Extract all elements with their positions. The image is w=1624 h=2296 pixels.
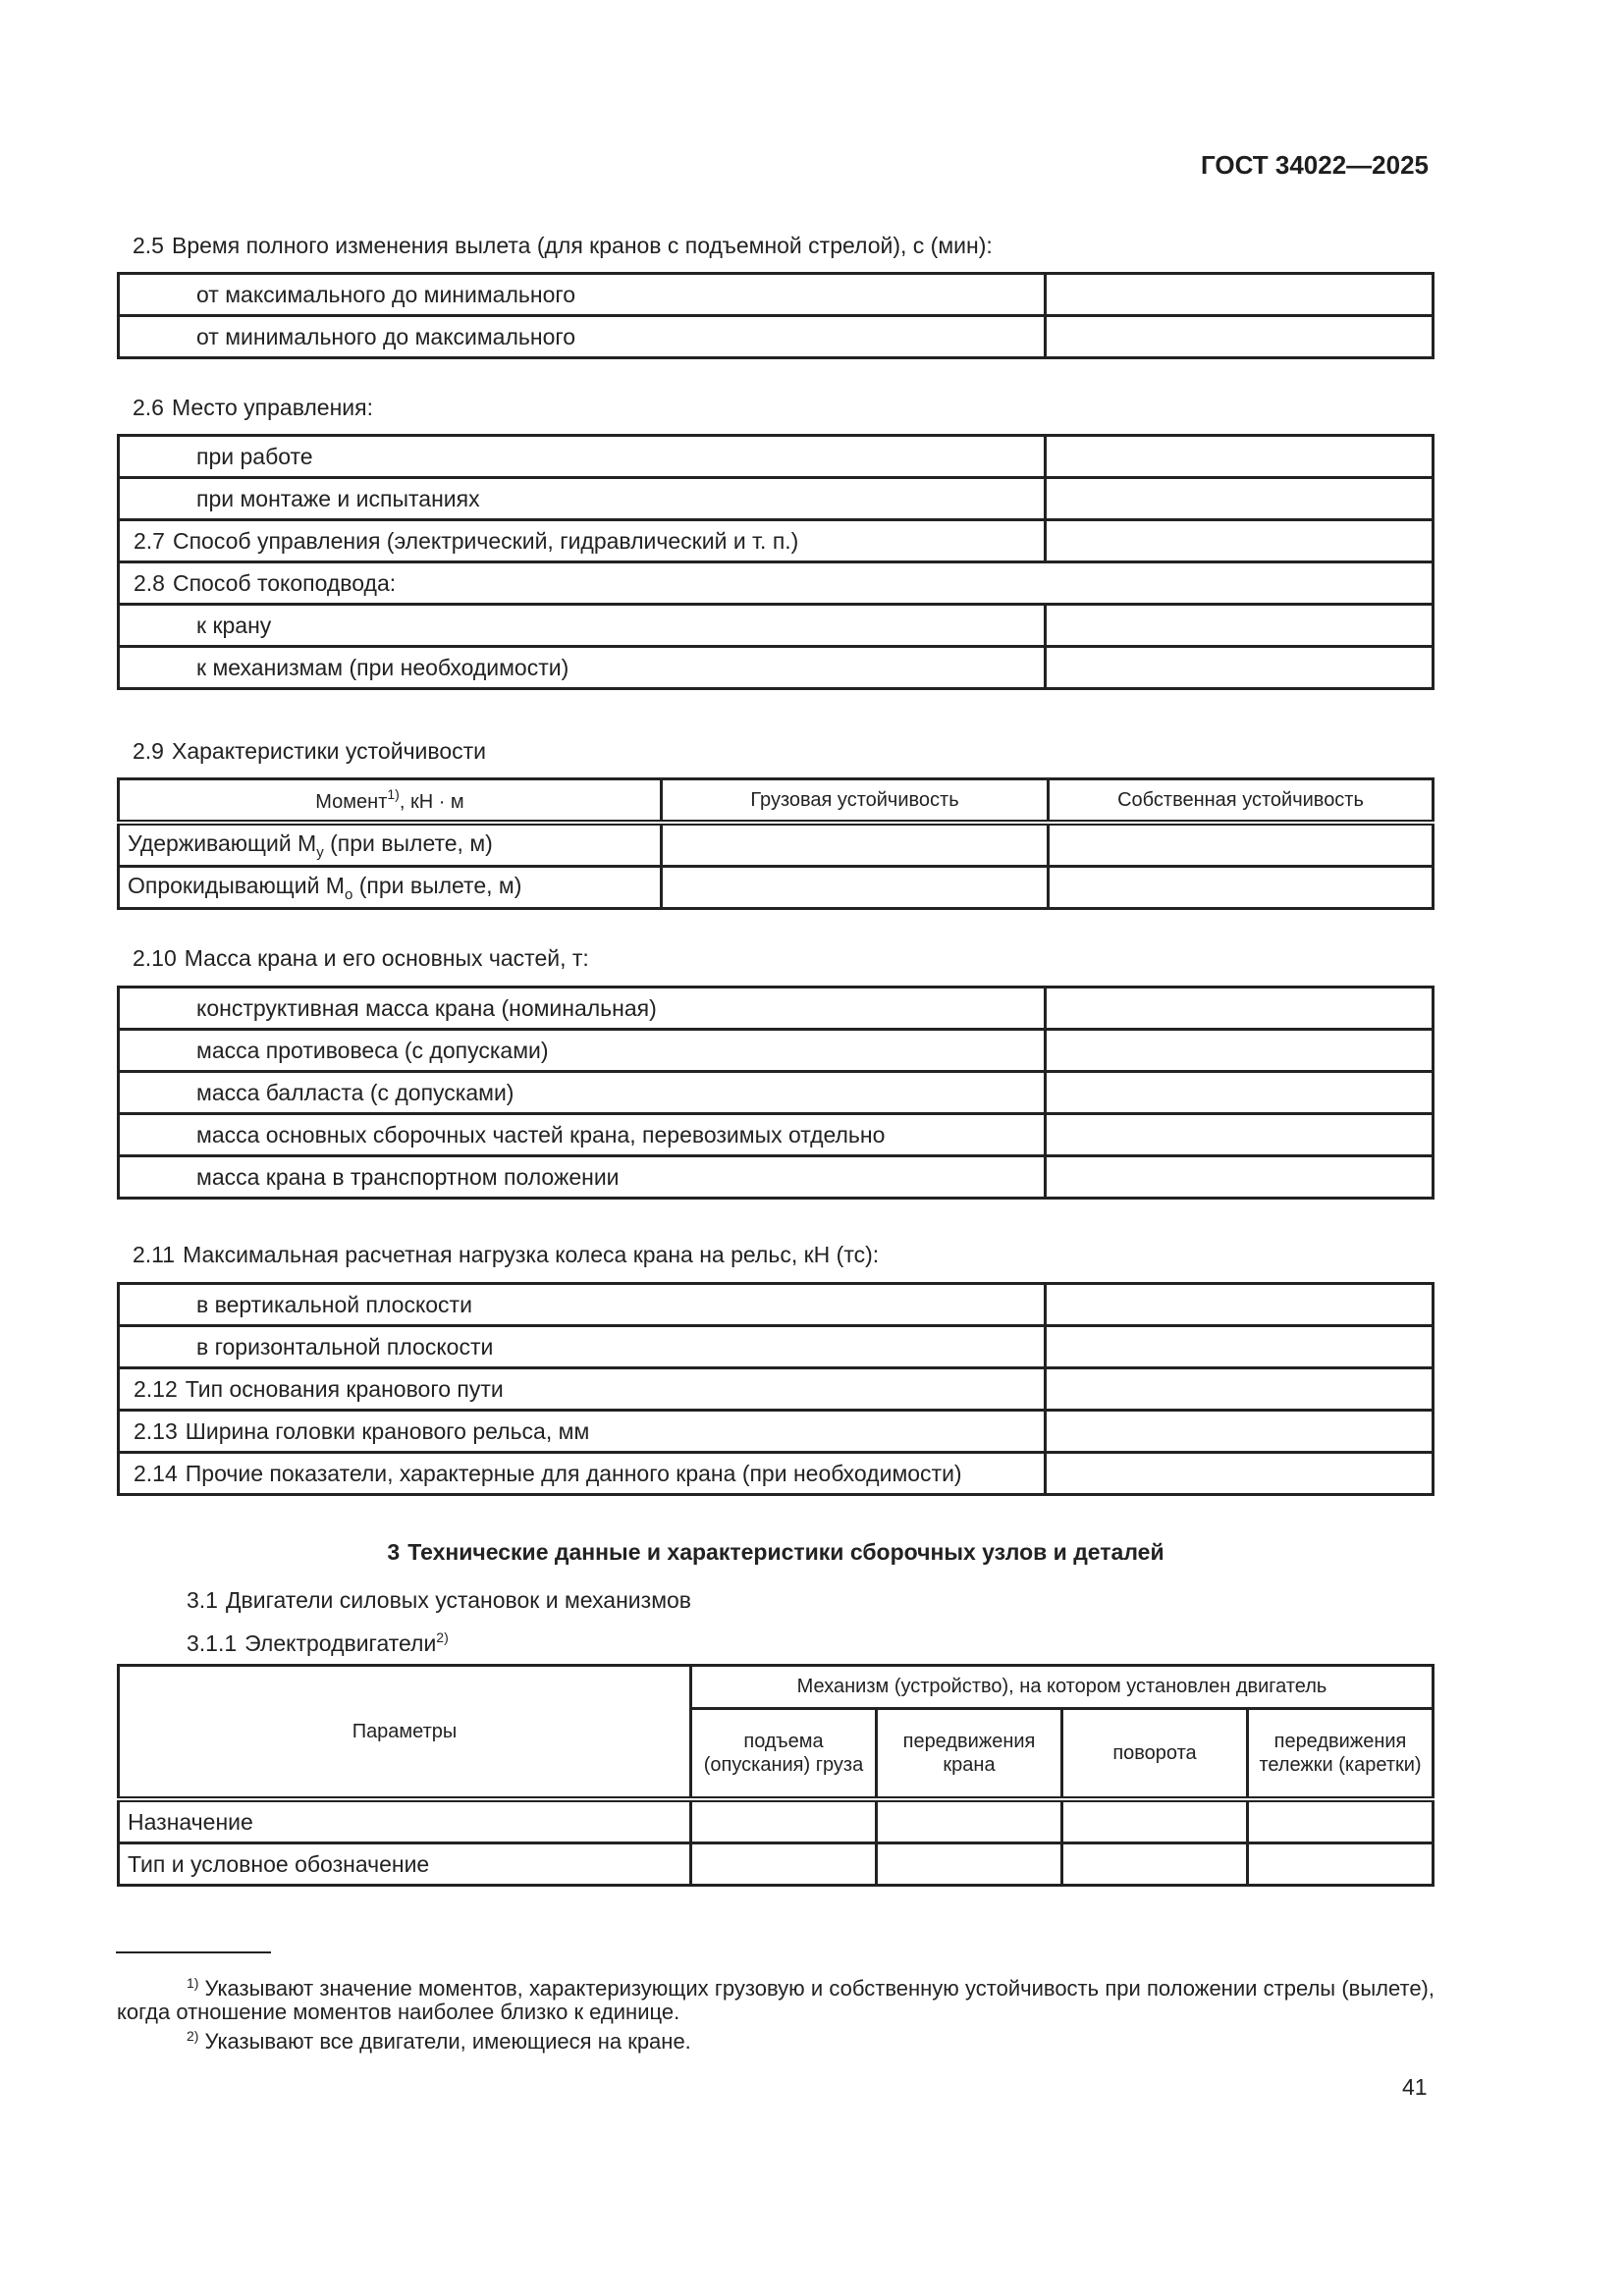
row-label-suffix: (при вылете, м): [352, 872, 522, 898]
document-code: ГОСТ 34022—2025: [1201, 150, 1429, 180]
table-row: [119, 605, 1434, 647]
table-row: [119, 274, 1434, 316]
value-cell[interactable]: [1046, 1156, 1434, 1199]
value-cell[interactable]: [1046, 436, 1434, 478]
page-number: 41: [1402, 2074, 1428, 2100]
subscript: у: [316, 843, 324, 861]
row-label-text: Способ управления (электрический, гидравлический и т. п.): [172, 527, 799, 554]
value-cell[interactable]: [1046, 1030, 1434, 1072]
table-row: [119, 478, 1434, 520]
row-label: масса основных сборочных частей крана, перевозимых отдельно: [119, 1114, 1046, 1156]
row-label-text: Способ токоподвода:: [172, 569, 397, 596]
row-label: [119, 1368, 1046, 1411]
table-3-1-1-motors: [117, 1664, 1435, 1887]
table-2-5: [117, 272, 1435, 359]
section-3-1-heading: [187, 1586, 691, 1614]
row-label: конструктивная масса крана (номинальная): [119, 988, 1046, 1030]
table-row: [119, 1326, 1434, 1368]
section-3-heading: [117, 1539, 1435, 1566]
footnote-text: Указывают все двигатели, имеющиеся на кране.: [204, 2029, 691, 2054]
column-header-slewing: поворота: [1062, 1709, 1248, 1800]
footnote-ref: 1): [387, 786, 400, 802]
section-title: Технические данные и характеристики сборочных узлов и деталей: [407, 1539, 1164, 1565]
table-row: [119, 1114, 1434, 1156]
section-2-6-heading: [133, 394, 373, 421]
section-number: 2.9: [133, 738, 164, 764]
column-header-cargo: Грузовая устойчивость: [662, 779, 1049, 824]
footnote-mark: 2): [187, 2028, 199, 2044]
value-cell[interactable]: [691, 1843, 877, 1886]
row-label: при работе: [119, 436, 1046, 478]
value-cell-cargo[interactable]: [662, 867, 1049, 909]
value-cell-cargo[interactable]: [662, 823, 1049, 867]
section-number: 3.1.1: [187, 1630, 238, 1656]
value-cell[interactable]: [877, 1843, 1062, 1886]
section-number: 2.8: [134, 569, 165, 596]
table-row: [119, 823, 1434, 867]
footnote-2: [117, 2024, 1435, 2054]
table-row: [119, 988, 1434, 1030]
value-cell[interactable]: [1046, 605, 1434, 647]
value-cell[interactable]: [1046, 316, 1434, 358]
row-label: [119, 1453, 1046, 1495]
row-label: Назначение: [119, 1799, 691, 1843]
footnote-mark: 1): [187, 1975, 199, 1991]
section-number: 2.7: [134, 527, 165, 554]
value-cell-own[interactable]: [1049, 867, 1434, 909]
table-row: [119, 520, 1434, 562]
table-row: [119, 316, 1434, 358]
table-row: [119, 1072, 1434, 1114]
footnotes: [117, 1971, 1435, 2054]
row-label-suffix: (при вылете, м): [323, 829, 493, 856]
row-label: масса балласта (с допусками): [119, 1072, 1046, 1114]
value-cell[interactable]: [1046, 274, 1434, 316]
section-title: Электродвигатели: [244, 1630, 437, 1656]
value-cell[interactable]: [1046, 1453, 1434, 1495]
footnote-separator: [116, 1951, 271, 1953]
row-label: [119, 823, 662, 867]
table-row: [119, 1843, 1434, 1886]
value-cell[interactable]: [1046, 1326, 1434, 1368]
table-header-row: [119, 779, 1434, 824]
section-2-9-heading: [133, 737, 486, 765]
footnote-ref: 2): [436, 1629, 449, 1645]
section-title: Характеристики устойчивости: [171, 738, 487, 764]
table-header-row: [119, 1666, 1434, 1709]
section-2-5-heading: [133, 232, 993, 259]
table-row: [119, 1030, 1434, 1072]
row-label-text: Прочие показатели, характерные для данного крана (при необходимости): [185, 1460, 962, 1486]
section-number: 2.5: [133, 233, 164, 258]
subscript: о: [344, 885, 353, 903]
column-header-lifting: подъема (опускания) груза: [691, 1709, 877, 1800]
column-group-header: Механизм (устройство), на котором установлен двигатель: [691, 1666, 1434, 1709]
row-label: в вертикальной плоскости: [119, 1284, 1046, 1326]
value-cell[interactable]: [1248, 1843, 1434, 1886]
section-number: 3.1: [187, 1587, 218, 1613]
column-header-moment: [119, 779, 662, 824]
value-cell[interactable]: [1046, 1368, 1434, 1411]
table-2-10-mass: [117, 986, 1435, 1200]
section-2-10-heading: [133, 944, 589, 972]
column-header-own: Собственная устойчивость: [1049, 779, 1434, 824]
row-label-text: Удерживающий M: [128, 829, 317, 856]
column-header-params: Параметры: [119, 1666, 691, 1800]
row-label: [119, 1411, 1046, 1453]
section-title: Время полного изменения вылета (для кранов с подъемной стрелой), с (мин):: [171, 233, 993, 258]
row-label: масса противовеса (с допусками): [119, 1030, 1046, 1072]
value-cell[interactable]: [1062, 1799, 1248, 1843]
table-2-6-2-8: [117, 434, 1435, 690]
section-number: 2.11: [133, 1242, 176, 1267]
row-label: [119, 867, 662, 909]
row-label: [119, 562, 1434, 605]
value-cell[interactable]: [691, 1799, 877, 1843]
value-cell[interactable]: [1046, 1411, 1434, 1453]
row-label-text: Тип основания кранового пути: [185, 1375, 504, 1402]
section-number: 2.14: [134, 1460, 178, 1486]
row-label-text: Ширина головки кранового рельса, мм: [185, 1417, 590, 1444]
section-2-11-heading: [133, 1241, 879, 1268]
table-row: [119, 1284, 1434, 1326]
section-number: 2.10: [133, 945, 177, 971]
value-cell[interactable]: [1046, 478, 1434, 520]
column-header-trolley-travel: передвижения тележки (каретки): [1248, 1709, 1434, 1800]
table-row: [119, 562, 1434, 605]
table-row: [119, 867, 1434, 909]
section-number: 2.13: [134, 1417, 178, 1444]
row-label: [119, 520, 1046, 562]
header-unit: , кН · м: [399, 791, 464, 813]
row-label: при монтаже и испытаниях: [119, 478, 1046, 520]
value-cell[interactable]: [877, 1799, 1062, 1843]
table-row: [119, 647, 1434, 689]
value-cell[interactable]: [1046, 520, 1434, 562]
value-cell[interactable]: [1062, 1843, 1248, 1886]
footnote-text: Указывают значение моментов, характеризующих грузовую и собственную устойчивость при положении стрелы (вылете), когда отношение моментов наиболее близко к единице.: [117, 1976, 1435, 2024]
value-cell[interactable]: [1046, 1072, 1434, 1114]
table-row: [119, 436, 1434, 478]
table-row: [119, 1156, 1434, 1199]
section-number: 2.12: [134, 1375, 178, 1402]
table-row: [119, 1368, 1434, 1411]
table-row: [119, 1453, 1434, 1495]
column-header-crane-travel: передвижения крана: [877, 1709, 1062, 1800]
section-number: 2.6: [133, 395, 164, 420]
value-cell[interactable]: [1046, 988, 1434, 1030]
value-cell-own[interactable]: [1049, 823, 1434, 867]
section-3-1-1-heading: [187, 1624, 449, 1657]
value-cell[interactable]: [1046, 1284, 1434, 1326]
row-label: масса крана в транспортном положении: [119, 1156, 1046, 1199]
row-label: от минимального до максимального: [119, 316, 1046, 358]
value-cell[interactable]: [1248, 1799, 1434, 1843]
table-row: [119, 1799, 1434, 1843]
row-label: в горизонтальной плоскости: [119, 1326, 1046, 1368]
section-title: Масса крана и его основных частей, т:: [184, 945, 589, 971]
section-title: Двигатели силовых установок и механизмов: [225, 1587, 692, 1613]
section-title: Место управления:: [171, 395, 373, 420]
table-2-11-2-14: [117, 1282, 1435, 1496]
section-title: Максимальная расчетная нагрузка колеса крана на рельс, кН (тс):: [183, 1242, 880, 1267]
value-cell[interactable]: [1046, 1114, 1434, 1156]
row-label: к механизмам (при необходимости): [119, 647, 1046, 689]
row-label: к крану: [119, 605, 1046, 647]
row-label: от максимального до минимального: [119, 274, 1046, 316]
row-label: Тип и условное обозначение: [119, 1843, 691, 1886]
header-text: Момент: [315, 791, 388, 813]
section-number: 3: [387, 1539, 401, 1565]
footnote-1: [117, 1971, 1435, 2024]
table-row: [119, 1411, 1434, 1453]
table-2-9-stability: [117, 777, 1435, 910]
value-cell[interactable]: [1046, 647, 1434, 689]
row-label-text: Опрокидывающий M: [128, 872, 345, 898]
